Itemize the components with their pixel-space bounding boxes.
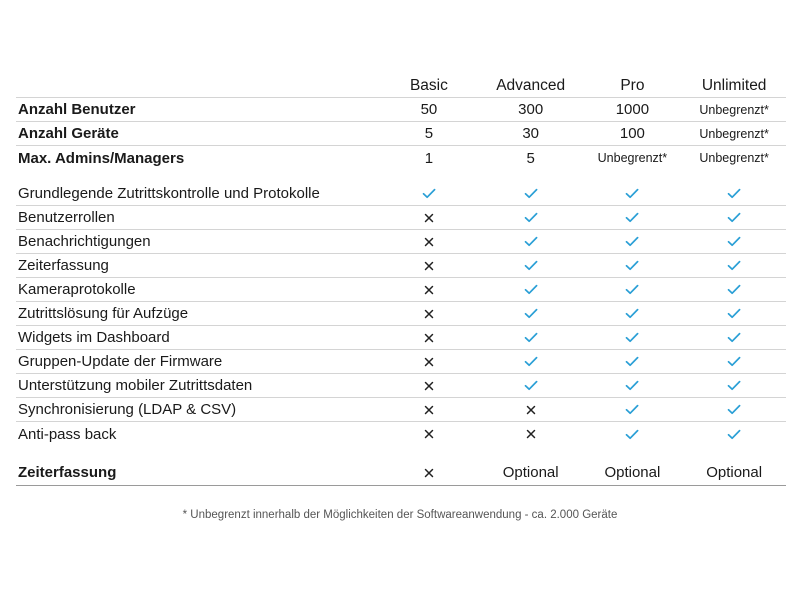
table-row: [16, 460, 786, 486]
footnote: * Unbegrenzt innerhalb der Möglichkeiten der Softwareanwendung - ca. 2.000 Geräte: [182, 509, 618, 521]
cell-unlimited: Unbegrenzt*: [699, 102, 769, 117]
cell-pro: 1000: [615, 101, 650, 118]
row-label: Unterstützung mobiler Zutrittsdaten: [18, 377, 253, 394]
check-icon: [682, 356, 786, 367]
check-icon: [583, 188, 683, 199]
check-icon: [583, 308, 683, 319]
column-header-advanced: Advanced: [496, 76, 566, 94]
cell-advanced: 300: [518, 101, 544, 118]
table-row: [16, 374, 786, 398]
cross-icon: [379, 285, 479, 295]
cell-unlimited: Optional: [706, 464, 763, 481]
cell-basic: 1: [424, 149, 434, 167]
cross-icon: [379, 429, 479, 439]
column-header-basic: Basic: [409, 76, 448, 94]
check-icon: [682, 284, 786, 295]
cross-icon: [379, 405, 479, 415]
check-icon: [682, 380, 786, 391]
cell-advanced: Optional: [502, 464, 559, 481]
cross-icon: [379, 213, 479, 223]
cross-icon: [379, 357, 479, 367]
row-label: Zutrittslösung für Aufzüge: [18, 305, 189, 322]
table-row: [16, 206, 786, 230]
table-row: [16, 326, 786, 350]
row-label: Widgets im Dashboard: [18, 329, 170, 346]
check-icon: [583, 212, 683, 223]
feature-rows-group: [16, 182, 786, 446]
check-icon: [479, 212, 583, 223]
check-icon: [583, 236, 683, 247]
table-row: [16, 98, 786, 122]
check-icon: [583, 332, 683, 343]
check-icon: [583, 429, 683, 440]
table-row: [16, 398, 786, 422]
check-icon: [479, 236, 583, 247]
table-row: [16, 146, 786, 170]
check-icon: [682, 404, 786, 415]
check-icon: [682, 236, 786, 247]
cross-icon: [379, 309, 479, 319]
table-header-row: [16, 74, 786, 98]
check-icon: [583, 380, 683, 391]
cell-basic: 5: [424, 125, 434, 142]
check-icon: [682, 308, 786, 319]
cell-advanced: 30: [522, 125, 539, 142]
check-icon: [583, 284, 683, 295]
check-icon: [682, 188, 786, 199]
table-row: [16, 350, 786, 374]
table-row: [16, 230, 786, 254]
cross-icon: [379, 381, 479, 391]
row-label: Kameraprotokolle: [18, 281, 136, 298]
check-icon: [479, 332, 583, 343]
table-row: [16, 182, 786, 206]
section-spacer: [16, 446, 786, 460]
cross-icon: [479, 429, 583, 439]
check-icon: [583, 260, 683, 271]
addon-row-group: [16, 460, 786, 486]
row-label: Gruppen-Update der Firmware: [18, 353, 223, 370]
check-icon: [479, 260, 583, 271]
row-label: Grundlegende Zutrittskontrolle und Protokolle: [18, 185, 320, 202]
row-label: Anti-pass back: [18, 425, 117, 443]
cell-pro: Optional: [604, 464, 661, 481]
cell-advanced: 5: [526, 149, 535, 167]
check-icon: [682, 332, 786, 343]
table-row: [16, 278, 786, 302]
cross-icon: [479, 405, 583, 415]
pricing-comparison-table: [16, 74, 786, 486]
row-label: Max. Admins/Managers: [18, 149, 185, 167]
check-icon: [479, 356, 583, 367]
check-icon: [479, 380, 583, 391]
row-label: Benutzerrollen: [18, 209, 115, 226]
quantity-rows-group: [16, 98, 786, 170]
section-spacer: [16, 170, 786, 182]
check-icon: [682, 212, 786, 223]
row-label: Synchronisierung (LDAP & CSV): [18, 401, 237, 418]
check-icon: [682, 260, 786, 271]
cell-pro: Unbegrenzt*: [597, 151, 668, 165]
check-icon: [479, 188, 583, 199]
check-icon: [479, 308, 583, 319]
row-label: Anzahl Geräte: [18, 125, 119, 142]
table-row: [16, 422, 786, 446]
check-icon: [479, 284, 583, 295]
cross-icon: [379, 333, 479, 343]
row-label: Zeiterfassung: [18, 257, 109, 274]
check-icon: [583, 356, 683, 367]
cell-unlimited: Unbegrenzt*: [699, 126, 769, 141]
cell-basic: 50: [420, 101, 438, 118]
cross-icon: [379, 237, 479, 247]
cross-icon: [379, 261, 479, 271]
column-header-unlimited: Unlimited: [701, 76, 767, 94]
table-row: [16, 302, 786, 326]
cell-pro: 100: [619, 125, 645, 142]
row-label: Anzahl Benutzer: [18, 101, 136, 118]
table-row: [16, 254, 786, 278]
check-icon: [583, 404, 683, 415]
row-label: Benachrichtigungen: [18, 233, 151, 250]
column-header-pro: Pro: [620, 76, 645, 94]
row-label: Zeiterfassung: [18, 464, 117, 481]
check-icon: [379, 188, 479, 199]
cross-icon: [379, 468, 479, 478]
cell-unlimited: Unbegrenzt*: [699, 151, 769, 165]
check-icon: [682, 429, 786, 440]
table-row: [16, 122, 786, 146]
